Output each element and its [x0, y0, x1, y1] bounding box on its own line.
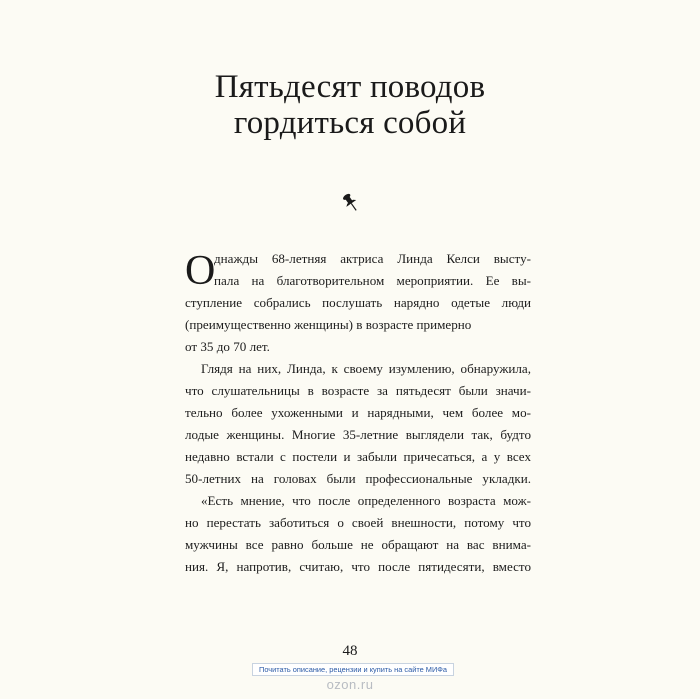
- text-line: днажды 68-летняя актриса Линда Келси высту-: [214, 251, 531, 266]
- page-number: 48: [342, 643, 358, 659]
- text-line: недавно встали с постели и забыли причесаться, а у всех: [185, 449, 531, 464]
- text-line: мужчины все равно больше не обращают на вас внима-: [185, 537, 531, 552]
- text-line: тельно более ухоженными и нарядными, чем более мо-: [185, 405, 531, 420]
- text-line: лодые женщины. Многие 35-летние выглядели так, будто: [185, 427, 531, 442]
- body-text: [185, 248, 531, 578]
- text-line: 50-летних на головах были профессиональные укладки.: [185, 471, 531, 486]
- ozon-watermark: ozon.ru: [326, 677, 374, 692]
- text-line: ступление собрались послушать нарядно одетые люди: [185, 295, 531, 310]
- text-line: но перестать заботиться о своей внешности, потому что: [185, 515, 531, 530]
- text-line: от 35 до 70 лет.: [185, 339, 270, 354]
- chapter-title-line-2: гордиться собой: [233, 105, 467, 141]
- text-line: что слушательницы в возрасте за пятьдесят были значи-: [185, 383, 531, 398]
- text-line: Глядя на них, Линда, к своему изумлению, обнаружила,: [201, 361, 531, 376]
- text-line: ния. Я, напротив, считаю, что после пятидесяти, вместо: [185, 559, 531, 574]
- text-line: (преимущественно женщины) в возрасте примерно: [185, 317, 472, 332]
- drop-cap: О: [185, 248, 216, 294]
- chapter-title-line-1: Пятьдесят поводов: [214, 69, 486, 105]
- text-line: пала на благотворительном мероприятии. Ее вы-: [214, 273, 531, 288]
- publisher-link[interactable]: Почитать описание, рецензии и купить на сайте МИФа: [252, 663, 454, 676]
- text-line: «Есть мнение, что после определенного возраста мож-: [201, 493, 531, 508]
- pushpin-icon: [339, 191, 363, 215]
